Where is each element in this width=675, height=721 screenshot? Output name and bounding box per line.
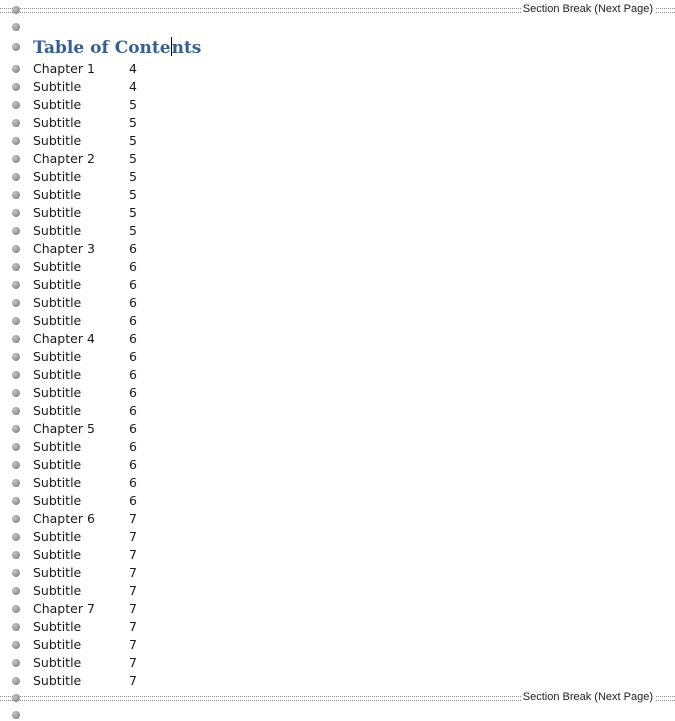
toc-entry[interactable] [0, 636, 675, 654]
toc-entry[interactable] [0, 258, 675, 276]
section-break-top [0, 5, 675, 15]
toc-entry[interactable] [0, 150, 675, 168]
paragraph-mark-icon [12, 371, 20, 379]
paragraph-mark-icon [12, 533, 20, 541]
toc-heading[interactable] [33, 36, 201, 60]
paragraph-mark-icon [12, 23, 20, 31]
toc-entry[interactable] [0, 672, 675, 690]
toc-entry[interactable] [0, 384, 675, 402]
toc-entry-page-number[interactable]: 6 [129, 331, 137, 346]
toc-entry-label[interactable]: Subtitle [33, 565, 82, 580]
paragraph-mark-icon [12, 317, 20, 325]
toc-entry-page-number[interactable]: 7 [129, 619, 137, 634]
toc-entry-page-number[interactable]: 5 [129, 187, 137, 202]
toc-entry-label[interactable]: Chapter 2 [33, 151, 95, 166]
toc-entry-label[interactable]: Subtitle [33, 169, 82, 184]
toc-entry-label[interactable]: Subtitle [33, 205, 82, 220]
toc-entry-label[interactable]: Subtitle [33, 187, 82, 202]
toc-entry-page-number[interactable]: 6 [129, 475, 137, 490]
toc-entries [0, 60, 675, 690]
toc-entry-label[interactable]: Subtitle [33, 529, 82, 544]
toc-entry-label[interactable]: Subtitle [33, 115, 82, 130]
toc-entry[interactable] [0, 528, 675, 546]
paragraph-mark-icon [12, 407, 20, 415]
paragraph-mark-icon [12, 443, 20, 451]
toc-entry[interactable] [0, 366, 675, 384]
toc-entry-label[interactable]: Subtitle [33, 475, 82, 490]
toc-entry-page-number[interactable]: 6 [129, 493, 137, 508]
section-break-label: Section Break (Next Page) [522, 3, 653, 15]
paragraph-mark-icon [12, 137, 20, 145]
paragraph-mark-icon [12, 83, 20, 91]
toc-entry-page-number[interactable]: 4 [129, 61, 137, 76]
toc-entry-page-number[interactable]: 5 [129, 115, 137, 130]
toc-entry-page-number[interactable]: 6 [129, 439, 137, 454]
toc-entry[interactable] [0, 348, 675, 366]
paragraph-mark-icon [12, 173, 20, 181]
paragraph-mark-icon [12, 659, 20, 667]
toc-entry-page-number[interactable]: 7 [129, 673, 137, 688]
toc-entry[interactable] [0, 438, 675, 456]
paragraph-mark-icon [12, 155, 20, 163]
paragraph-mark-icon [12, 299, 20, 307]
toc-entry-label[interactable]: Subtitle [33, 79, 82, 94]
toc-entry[interactable] [0, 204, 675, 222]
toc-entry[interactable] [0, 186, 675, 204]
toc-entry-label[interactable]: Subtitle [33, 313, 82, 328]
paragraph-mark-icon [12, 353, 20, 361]
toc-entry-label[interactable]: Subtitle [33, 439, 82, 454]
toc-entry-page-number[interactable]: 6 [129, 349, 137, 364]
toc-entry-page-number[interactable]: 5 [129, 205, 137, 220]
toc-entry-label[interactable]: Subtitle [33, 259, 82, 274]
toc-entry[interactable] [0, 564, 675, 582]
toc-entry-page-number[interactable]: 4 [129, 79, 137, 94]
paragraph-mark-icon [12, 623, 20, 631]
toc-entry[interactable] [0, 492, 675, 510]
paragraph-mark-icon [12, 694, 20, 702]
toc-entry-label[interactable]: Subtitle [33, 349, 82, 364]
toc-entry[interactable] [0, 276, 675, 294]
toc-entry-page-number[interactable]: 5 [129, 133, 137, 148]
toc-entry[interactable] [0, 132, 675, 150]
paragraph-mark-icon [12, 43, 20, 51]
toc-entry-label[interactable]: Chapter 1 [33, 61, 95, 76]
toc-entry-label[interactable]: Subtitle [33, 133, 82, 148]
empty-paragraph[interactable] [0, 18, 675, 36]
paragraph-mark-icon [12, 641, 20, 649]
toc-entry-page-number[interactable]: 6 [129, 295, 137, 310]
toc-entry[interactable] [0, 420, 675, 438]
toc-entry-label[interactable]: Subtitle [33, 403, 82, 418]
toc-entry-label[interactable]: Subtitle [33, 385, 82, 400]
toc-entry-page-number[interactable]: 6 [129, 277, 137, 292]
paragraph-mark-icon [12, 65, 20, 73]
paragraph-mark-icon [12, 281, 20, 289]
toc-entry-page-number[interactable]: 6 [129, 241, 137, 256]
toc-entry-label[interactable]: Subtitle [33, 295, 82, 310]
toc-entry-page-number[interactable]: 7 [129, 583, 137, 598]
toc-entry[interactable] [0, 402, 675, 420]
paragraph-mark-icon [12, 245, 20, 253]
paragraph-mark-icon [12, 389, 20, 397]
toc-entry-label[interactable]: Subtitle [33, 637, 82, 652]
toc-entry-page-number[interactable]: 6 [129, 259, 137, 274]
paragraph-mark-icon [12, 497, 20, 505]
toc-entry-label[interactable]: Chapter 6 [33, 511, 95, 526]
toc-entry-label[interactable]: Subtitle [33, 547, 82, 562]
toc-entry-page-number[interactable]: 7 [129, 565, 137, 580]
toc-entry-page-number[interactable]: 6 [129, 367, 137, 382]
toc-entry-label[interactable]: Subtitle [33, 583, 82, 598]
paragraph-mark-icon [12, 101, 20, 109]
toc-entry[interactable] [0, 96, 675, 114]
toc-entry[interactable] [0, 456, 675, 474]
toc-entry-label[interactable]: Subtitle [33, 619, 82, 634]
toc-entry[interactable] [0, 114, 675, 132]
toc-entry[interactable] [0, 60, 675, 78]
toc-entry-label[interactable]: Subtitle [33, 223, 82, 238]
toc-entry-page-number[interactable]: 7 [129, 601, 137, 616]
toc-entry-page-number[interactable]: 5 [129, 223, 137, 238]
toc-entry-page-number[interactable]: 7 [129, 655, 137, 670]
toc-entry-page-number[interactable]: 6 [129, 421, 137, 436]
paragraph-mark-icon [12, 209, 20, 217]
section-break-bottom [0, 693, 675, 703]
toc-entry[interactable] [0, 330, 675, 348]
toc-entry[interactable] [0, 546, 675, 564]
toc-heading-part-1: Table of Conte [33, 38, 171, 58]
paragraph-mark-icon [12, 6, 20, 14]
toc-entry-label[interactable]: Chapter 4 [33, 331, 95, 346]
toc-entry[interactable] [0, 654, 675, 672]
toc-entry-page-number[interactable]: 7 [129, 637, 137, 652]
toc-entry-label[interactable]: Subtitle [33, 457, 82, 472]
paragraph-mark-icon [12, 335, 20, 343]
paragraph-mark-icon [12, 515, 20, 523]
paragraph-mark-icon [12, 227, 20, 235]
paragraph-mark-icon [12, 587, 20, 595]
paragraph-mark-icon [12, 461, 20, 469]
toc-entry[interactable] [0, 582, 675, 600]
toc-entry-label[interactable]: Subtitle [33, 493, 82, 508]
toc-entry[interactable] [0, 600, 675, 618]
paragraph-mark-icon [12, 551, 20, 559]
toc-entry-page-number[interactable]: 6 [129, 457, 137, 472]
paragraph-mark-icon [12, 677, 20, 685]
toc-entry[interactable] [0, 78, 675, 96]
toc-entry-label[interactable]: Subtitle [33, 367, 82, 382]
toc-entry-label[interactable]: Subtitle [33, 673, 82, 688]
paragraph-mark-icon [12, 711, 20, 719]
toc-entry-label[interactable]: Chapter 5 [33, 421, 95, 436]
paragraph-mark-icon [12, 425, 20, 433]
toc-entry-page-number[interactable]: 7 [129, 529, 137, 544]
toc-entry-label[interactable]: Subtitle [33, 277, 82, 292]
toc-entry[interactable] [0, 618, 675, 636]
toc-entry[interactable] [0, 168, 675, 186]
toc-heading-part-2: nts [171, 38, 202, 58]
toc-entry[interactable] [0, 240, 675, 258]
toc-heading-line[interactable] [0, 36, 675, 60]
toc-entry[interactable] [0, 510, 675, 528]
toc-entry-page-number[interactable]: 7 [129, 547, 137, 562]
paragraph-mark-icon [12, 263, 20, 271]
toc-entry-page-number[interactable]: 5 [129, 97, 137, 112]
toc-entry[interactable] [0, 294, 675, 312]
paragraph-mark-icon [12, 479, 20, 487]
toc-entry-page-number[interactable]: 6 [129, 385, 137, 400]
toc-entry[interactable] [0, 222, 675, 240]
toc-entry-page-number[interactable]: 6 [129, 403, 137, 418]
toc-body[interactable] [0, 18, 675, 690]
toc-entry-page-number[interactable]: 5 [129, 151, 137, 166]
toc-entry-label[interactable]: Subtitle [33, 655, 82, 670]
paragraph-mark-icon [12, 605, 20, 613]
toc-entry[interactable] [0, 312, 675, 330]
paragraph-mark-icon [12, 191, 20, 199]
toc-entry-label[interactable]: Chapter 3 [33, 241, 95, 256]
toc-entry-page-number[interactable]: 5 [129, 169, 137, 184]
paragraph-mark-icon [12, 569, 20, 577]
toc-entry-label[interactable]: Subtitle [33, 97, 82, 112]
toc-entry-page-number[interactable]: 6 [129, 313, 137, 328]
paragraph-mark-icon [12, 119, 20, 127]
section-break-label: Section Break (Next Page) [522, 691, 653, 703]
toc-entry-page-number[interactable]: 7 [129, 511, 137, 526]
toc-entry-label[interactable]: Chapter 7 [33, 601, 95, 616]
toc-entry[interactable] [0, 474, 675, 492]
